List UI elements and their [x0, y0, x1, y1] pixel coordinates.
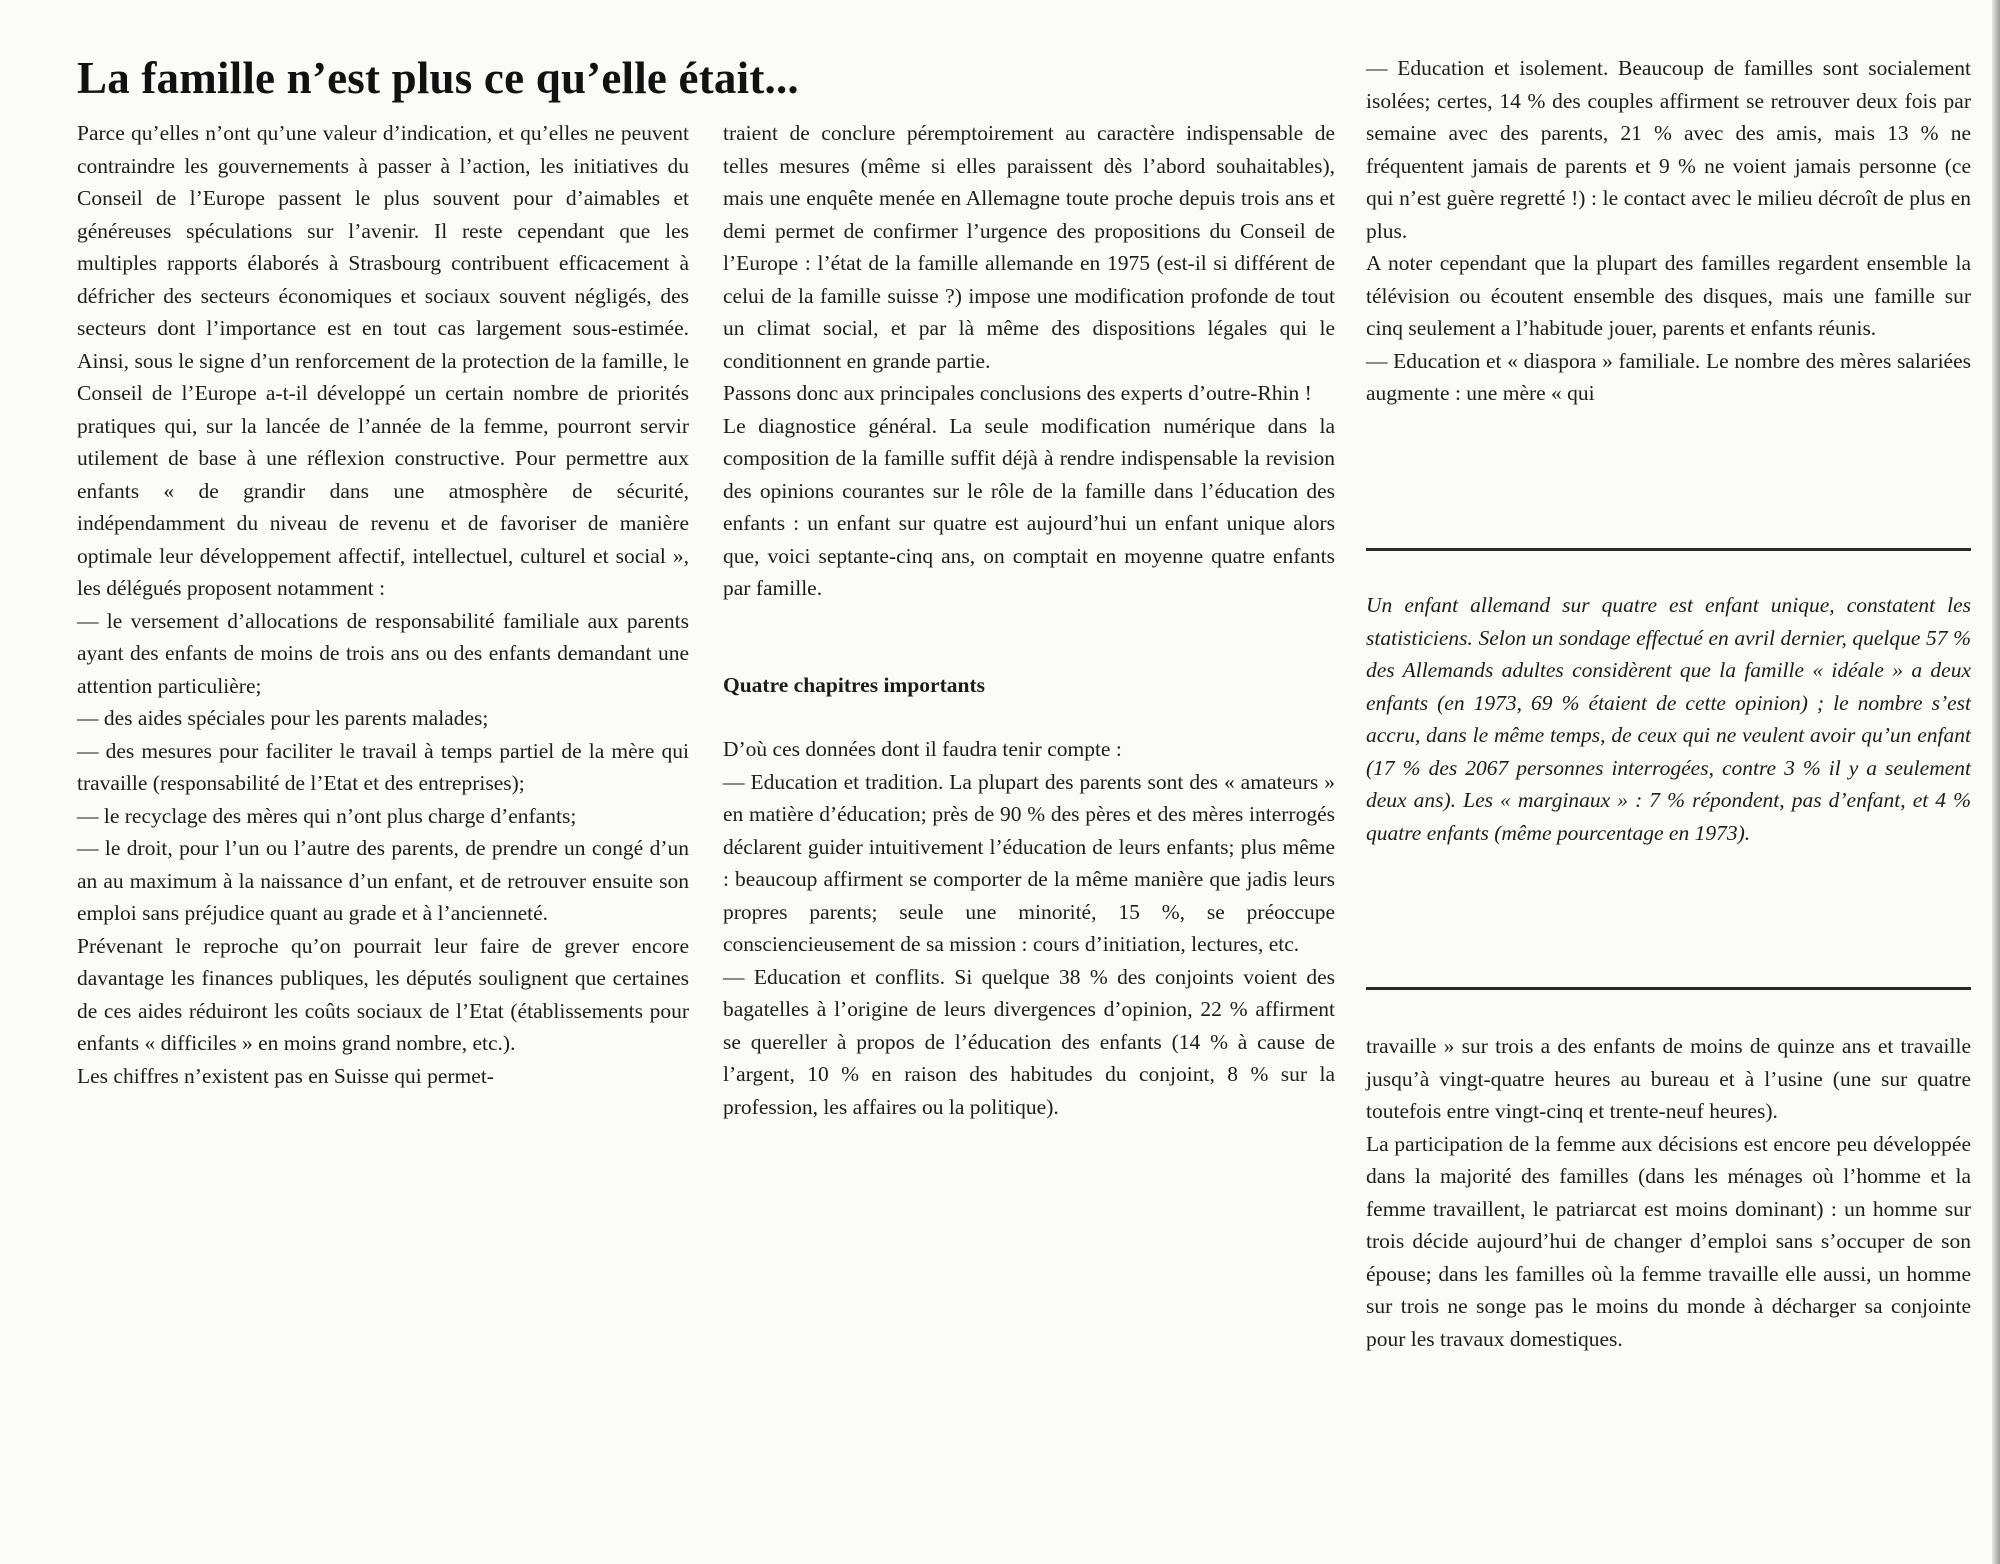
page-spine-shadow: [1992, 0, 2000, 1564]
paragraph: — le recyclage des mères qui n’ont plus charge d’enfants;: [77, 803, 577, 828]
paragraph: — des aides spéciales pour les parents malades;: [77, 706, 489, 730]
spacer: [723, 605, 1335, 669]
column-1: [77, 117, 689, 1092]
paragraph: — Education et « diaspora » familiale. Le nombre des mères salariées augmente : une mère « qui: [1366, 348, 1971, 405]
paragraph: travaille » sur trois a des enfants de moins de quinze ans et travaille jusqu’à vingt-quatre heures au bureau et à l’usine (une sur quatre toutefois entre vingt-cinq et trente-neuf heures).: [1366, 1034, 1971, 1123]
section-subheading: Quatre chapitres importants: [723, 672, 985, 697]
paragraph: D’où ces données dont il faudra tenir compte :: [723, 737, 1122, 761]
paragraph: — le droit, pour l’un ou l’autre des parents, de prendre un congé d’un an au maximum à la naissance d’un enfant, et de retrouver ensuite son emploi sans préjudice quant au grade et à l’ancienneté.: [77, 836, 689, 925]
column-2: [723, 117, 1335, 1123]
paragraph: Le diagnostice général. La seule modification numérique dans la composition de la famille suffit déjà à rendre indispensable la revision des opinions courantes sur le rôle de la famille dans l’éducation des enfants : un enfant sur quatre est aujourd’hui un enfant unique alors que, voici septante-cinq ans, on comptait en moyenne quatre enfants par famille.: [723, 413, 1335, 600]
paragraph: — le versement d’allocations de responsabilité familiale aux parents ayant des enfants de moins de trois ans ou des enfants demandant une attention particulière;: [77, 608, 689, 698]
inset-bottom-rule: [1366, 987, 1971, 990]
statistics-inset: [1366, 589, 1971, 849]
inset-top-rule: [1366, 548, 1971, 551]
spacer: [723, 701, 1335, 733]
paragraph: Les chiffres n’existent pas en Suisse qui permet-: [77, 1063, 494, 1088]
paragraph: A noter cependant que la plupart des familles regardent ensemble la télévision ou écoutent ensemble des disques, mais une famille sur cinq seulement a l’habitude jouer, parents et enfants réunis.: [1366, 251, 1971, 340]
article-title: La famille n’est plus ce qu’elle était...: [77, 53, 799, 103]
paragraph: Passons donc aux principales conclusions des experts d’outre-Rhin !: [723, 381, 1312, 405]
paragraph: Parce qu’elles n’ont qu’une valeur d’indication, et qu’elles ne peuvent contraindre les gouvernements à passer à l’action, les initiatives du Conseil de l’Europe passent le plus souvent pour d’aimables et généreuses spéculations sur l’avenir. Il reste cependant que les multiples rapports élaborés à Strasbourg contribuent efficacement à défricher des secteurs économiques et sociaux souvent négligés, des secteurs dont l’importance est en tout cas largement sous-estimée. Ainsi, sous le signe d’un renforcement de la protection de la famille, le Conseil de l’Europe a-t-il développé un certain nombre de priorités pratiques qui, sur la lancée de l’année de la femme, pourront servir utilement de base à une réflexion constructive. Pour permettre aux enfants « de grandir dans une atmosphère de sécurité, indépendamment du niveau de revenu et de favoriser de manière optimale leur développement affectif, intellectuel, culturel et social », les délégués proposent notamment :: [77, 121, 689, 600]
paragraph: — Education et isolement. Beaucoup de familles sont socialement isolées; certes, 14 % des couples affirment se retrouver deux fois par semaine avec des parents, 21 % avec des amis, mais 13 % ne fréquentent jamais de parents et 9 % ne voient jamais personne (ce qui n’est guère regretté !) : le contact avec le milieu décroît de plus en plus.: [1366, 56, 1971, 243]
inset-text: Un enfant allemand sur quatre est enfant unique, constatent les statisticiens. Selon un sondage effectué en avril dernier, quelque 57 % des Allemands adultes considèrent que la famille « idéale » a deux enfants (en 1973, 69 % étaient de cette opinion) ; le nombre s’est accru, dans le même temps, de ceux qui ne veulent avoir qu’un enfant (17 % des 2067 personnes interrogées, contre 3 % il y a seulement deux ans). Les « marginaux » : 7 % répondent, pas d’enfant, et 4 % quatre enfants (même pourcentage en 1973).: [1366, 593, 1971, 845]
paragraph: traient de conclure péremptoirement au caractère indispensable de telles mesures (même si elles paraissent dès l’abord souhaitables), mais une enquête menée en Allemagne toute proche depuis trois ans et demi permet de confirmer l’urgence des propositions du Conseil de l’Europe : l’état de la famille allemande en 1975 (est-il si différent de celui de la famille suisse ?) impose une modification profonde de tout un climat social, et par là même des dispositions légales qui le conditionnent en grande partie.: [723, 121, 1335, 373]
paragraph: Prévenant le reproche qu’on pourrait leur faire de grever encore davantage les finances publiques, les députés soulignent que certaines de ces aides réduiront les coûts sociaux de l’Etat (établissements pour enfants « difficiles » en moins grand nombre, etc.).: [77, 933, 689, 1055]
column-3-bottom: [1366, 1030, 1971, 1355]
paragraph: — Education et tradition. La plupart des parents sont des « amateurs » en matière d’éducation; près de 90 % des pères et des mères interrogés déclarent guider intuitivement l’éducation de leurs enfants; plus même : beaucoup affirment se comporter de la même manière que jadis leurs propres parents; seule une minorité, 15 %, se préoccupe consciencieusement de sa mission : cours d’initiation, lectures, etc.: [723, 769, 1335, 956]
paragraph: — Education et conflits. Si quelque 38 % des conjoints voient des bagatelles à l’origine de leurs divergences d’opinion, 22 % affirment se quereller à propos de l’éducation des enfants (14 % à cause de l’argent, 10 % en raison des habitudes du conjoint, 8 % sur la profession, les affaires ou la politique).: [723, 964, 1335, 1119]
paragraph: — des mesures pour faciliter le travail à temps partiel de la mère qui travaille (responsabilité de l’Etat et des entreprises);: [77, 738, 689, 795]
column-3-top: [1366, 52, 1971, 410]
paragraph: La participation de la femme aux décisions est encore peu développée dans la majorité des familles (dans les ménages où l’homme et la femme travaillent, le patriarcat est moins dominant) : un homme sur trois décide aujourd’hui de changer d’emploi sans s’occuper de son épouse; dans les familles où la femme travaille elle aussi, un homme sur trois ne songe pas le moins du monde à décharger sa conjointe pour les travaux domestiques.: [1366, 1131, 1971, 1351]
